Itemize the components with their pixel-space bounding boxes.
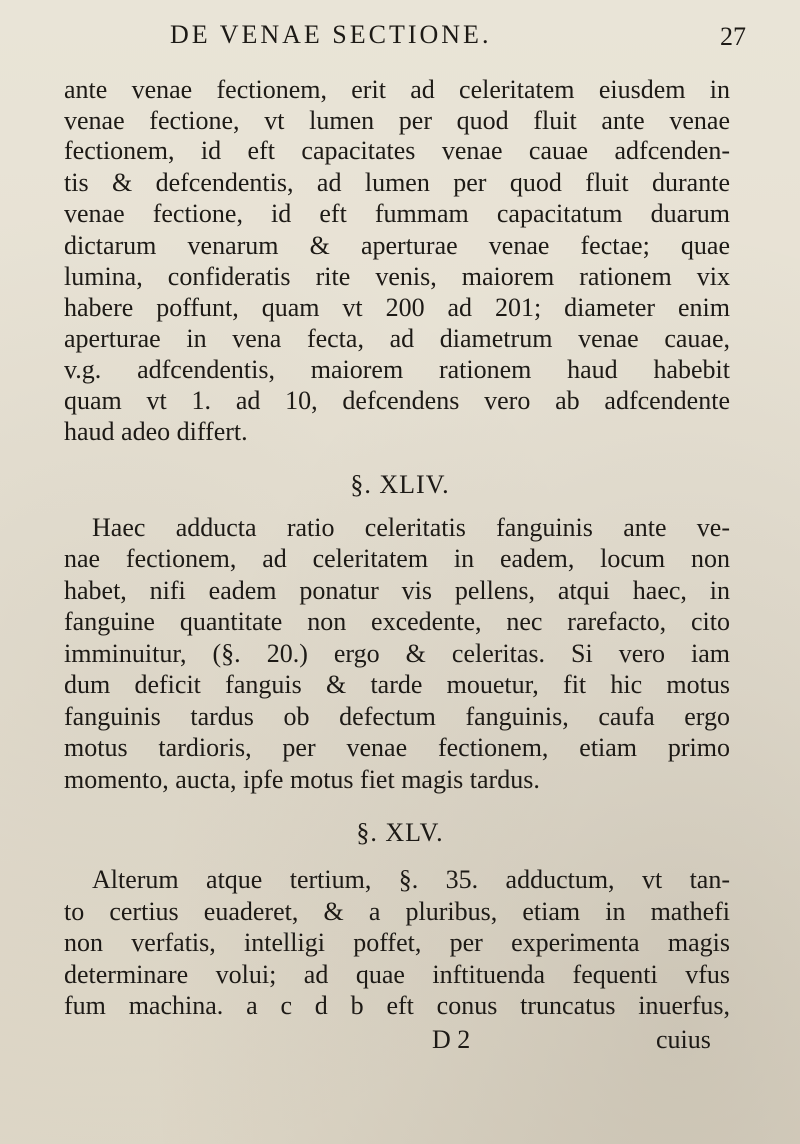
text-line: fanguinis tardus ob defectum fanguinis, caufa ergo — [64, 702, 730, 731]
text-line: to certius euaderet, & a pluribus, etiam in mathefi — [64, 897, 730, 926]
text-line: determinare volui; ad quae inftituenda fequenti vfus — [64, 960, 730, 989]
page-number: 27 — [720, 22, 746, 51]
text-line: nae fectionem, ad celeritatem in eadem, locum non — [64, 544, 730, 573]
text-line: dum deficit fanguis & tarde mouetur, fit hic motus — [64, 670, 730, 699]
text-line: motus tardioris, per venae fectionem, etiam primo — [64, 733, 730, 762]
text-line: habet, nifi eadem ponatur vis pellens, atqui haec, in — [64, 576, 730, 605]
text-line: Alterum atque tertium, §. 35. adductum, vt tan- — [92, 865, 730, 894]
text-line: v.g. adfcendentis, maiorem rationem haud habebit — [64, 355, 730, 384]
text-line: Haec adducta ratio celeritatis fanguinis ante ve- — [92, 513, 730, 542]
text-line: imminuitur, (§. 20.) ergo & celeritas. Si vero iam — [64, 639, 730, 668]
text-line: non verfatis, intelligi poffet, per experimenta magis — [64, 928, 730, 957]
text-line: fum machina. a c d b eft conus truncatus inuerfus, — [64, 991, 730, 1020]
text-line: tis & defcendentis, ad lumen per quod fluit durante — [64, 168, 730, 197]
text-line: dictarum venarum & aperturae venae fectae; quae — [64, 231, 730, 260]
catchword: cuius — [656, 1025, 711, 1054]
signature-mark: D 2 — [432, 1025, 471, 1054]
text-line: lumina, confideratis rite venis, maiorem rationem vix — [64, 262, 730, 291]
text-line: habere poffunt, quam vt 200 ad 201; diameter enim — [64, 293, 730, 322]
text-line: aperturae in vena fecta, ad diametrum venae cauae, — [64, 324, 730, 353]
text-line: ante venae fectionem, erit ad celeritatem eiusdem in — [64, 75, 730, 104]
running-header: DE VENAE SECTIONE. — [170, 20, 492, 49]
text-line: quam vt 1. ad 10, defcendens vero ab adfcendente — [64, 386, 730, 415]
text-line: venae fectione, vt lumen per quod fluit ante venae — [64, 106, 730, 135]
section-heading: §. XLIV. — [350, 470, 450, 499]
text-line: fectionem, id eft capacitates venae cauae adfcenden- — [64, 136, 730, 165]
text-line: venae fectione, id eft fummam capacitatum duarum — [64, 199, 730, 228]
text-line: momento, aucta, ipfe motus fiet magis tardus. — [64, 765, 540, 794]
text-line: haud adeo differt. — [64, 417, 248, 446]
text-line: fanguine quantitate non excedente, nec rarefacto, cito — [64, 607, 730, 636]
section-heading: §. XLV. — [356, 818, 444, 847]
